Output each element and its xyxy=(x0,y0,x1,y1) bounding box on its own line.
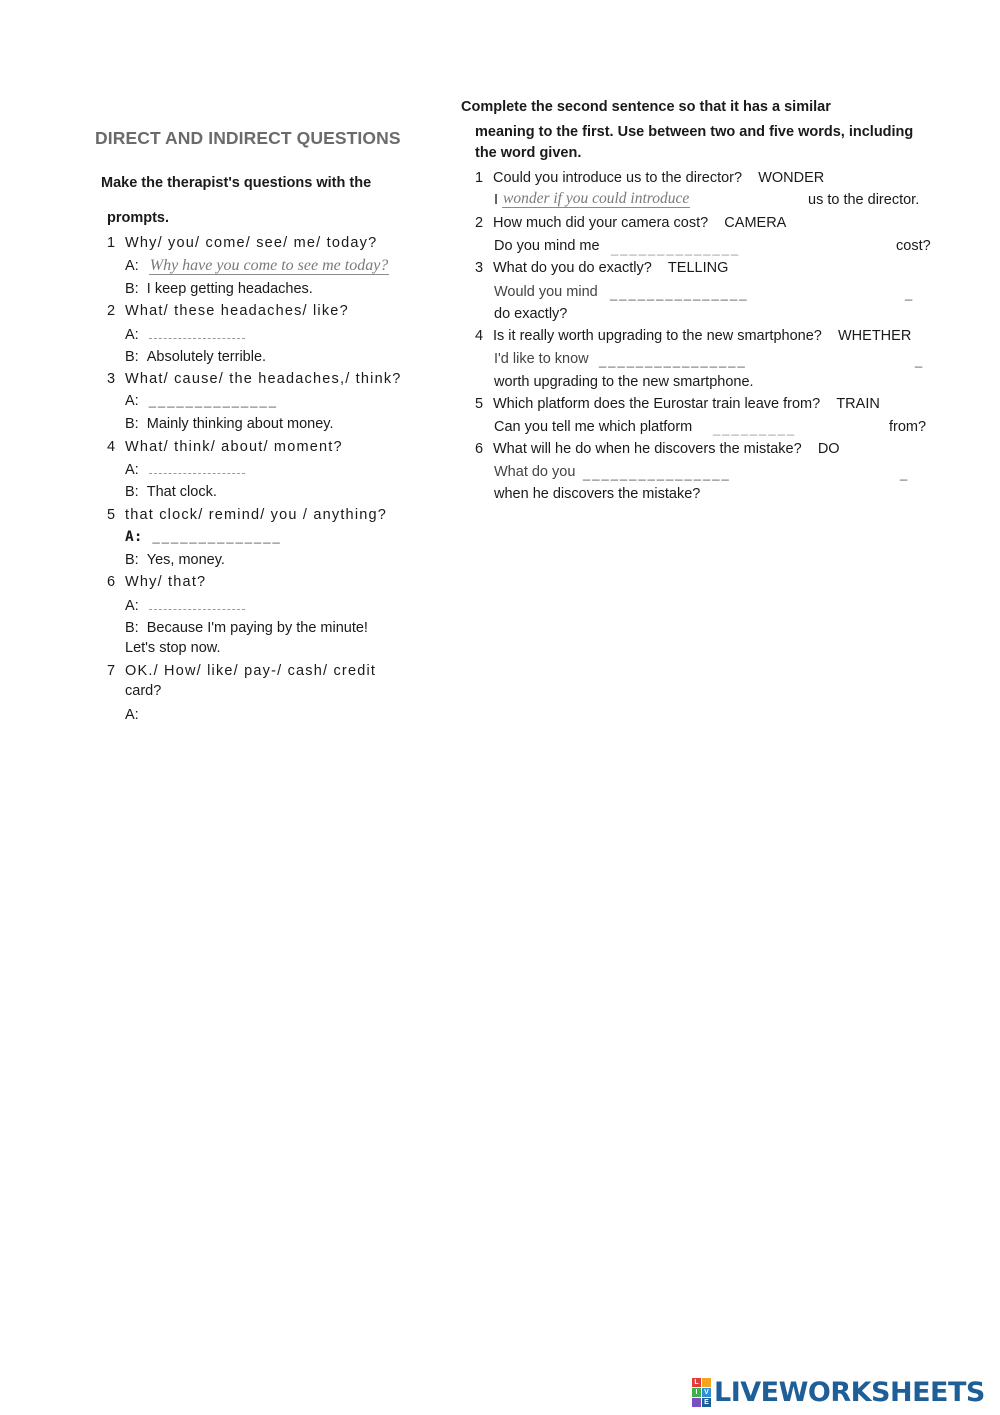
left-item-4-a: A: xyxy=(125,461,245,478)
right-item-6-cont: when he discovers the mistake? xyxy=(494,486,701,502)
right-item-5-sentence: 5 Which platform does the Eurostar train leave from? TRAIN xyxy=(475,396,880,412)
left-item-3-answer-field[interactable]: ______________ xyxy=(148,393,278,408)
liveworksheets-logo-icon xyxy=(692,1378,711,1407)
left-item-7-prompt: 7 OK./ How/ like/ pay-/ cash/ credit xyxy=(107,663,377,679)
right-item-5-answer-field[interactable]: _________ xyxy=(713,421,797,436)
logo-block-5 xyxy=(692,1398,701,1407)
right-item-5-start: Can you tell me which platform xyxy=(494,419,693,435)
left-item-5-prompt: 5 that clock/ remind/ you / anything? xyxy=(107,507,388,523)
left-item-3-a: A: ______________ xyxy=(125,393,278,409)
left-item-1-b: B: I keep getting headaches. xyxy=(125,281,313,297)
left-item-4-answer-field[interactable] xyxy=(149,461,245,474)
left-item-4-prompt: 4 What/ think/ about/ moment? xyxy=(107,439,343,455)
right-item-6-answer-field[interactable]: ________________ xyxy=(583,466,731,481)
left-item-2-b: B: Absolutely terrible. xyxy=(125,349,267,365)
left-item-6-answer-field[interactable] xyxy=(149,597,245,610)
left-item-3-prompt: 3 What/ cause/ the headaches,/ think? xyxy=(107,371,402,387)
left-item-1-prompt: 1 Why/ you/ come/ see/ me/ today? xyxy=(107,235,378,251)
left-item-7-answer-field[interactable] xyxy=(149,705,389,719)
right-item-1-keyword: WONDER xyxy=(758,170,825,186)
liveworksheets-logo xyxy=(692,1376,985,1408)
right-item-4-sentence: 4 Is it really worth upgrading to the new smartphone? WHETHER xyxy=(475,328,912,344)
right-item-1-answer-field[interactable]: wonder if you could introduce xyxy=(503,190,690,207)
right-item-2-end: cost? xyxy=(896,238,931,254)
right-item-5-keyword: TRAIN xyxy=(836,396,880,412)
right-item-1-start: I xyxy=(494,192,499,208)
right-item-3-answer-field[interactable]: _______________ xyxy=(610,286,749,301)
left-item-5-a: A: ______________ xyxy=(125,529,282,545)
right-item-6-start: What do you xyxy=(494,464,576,480)
right-item-4-start: I'd like to know xyxy=(494,351,589,367)
left-item-4-b: B: That clock. xyxy=(125,484,217,500)
right-item-3-start: Would you mind xyxy=(494,284,598,300)
left-item-3-b: B: Mainly thinking about money. xyxy=(125,416,334,432)
left-item-6-a: A: xyxy=(125,597,245,614)
right-item-3-sentence: 3 What do you do exactly? TELLING xyxy=(475,260,729,276)
right-item-5-end: from? xyxy=(889,419,927,435)
left-item-7-prompt-cont: card? xyxy=(125,683,162,699)
left-item-5-b: B: Yes, money. xyxy=(125,552,225,568)
left-item-1-a: A: Why have you come to see me today? xyxy=(125,257,389,274)
right-item-4-answer-field[interactable]: ________________ xyxy=(599,353,747,368)
right-item-1-end: us to the director. xyxy=(808,192,920,208)
logo-block-2 xyxy=(702,1378,711,1387)
logo-block-4: V xyxy=(702,1388,711,1397)
left-item-1-answer-field[interactable]: Why have you come to see me today? xyxy=(149,257,389,274)
left-instruction-line1: Make the therapist's questions with the xyxy=(101,175,372,191)
left-item-6-prompt: 6 Why/ that? xyxy=(107,574,207,590)
left-item-6-b-cont: Let's stop now. xyxy=(125,640,221,656)
left-item-6-b: B: Because I'm paying by the minute! xyxy=(125,620,368,636)
left-item-7-a: A: xyxy=(125,705,389,723)
right-instruction-line3: the word given. xyxy=(475,145,582,161)
right-item-2-start: Do you mind me xyxy=(494,238,600,254)
right-item-6-sentence: 6 What will he do when he discovers the mistake? DO xyxy=(475,441,840,457)
right-item-1-sentence: 1 Could you introduce us to the director? WONDER xyxy=(475,170,825,186)
right-item-4-keyword: WHETHER xyxy=(837,328,912,344)
logo-block-1: L xyxy=(692,1378,701,1387)
left-item-5-answer-field[interactable]: ______________ xyxy=(152,529,282,544)
right-item-6-keyword: DO xyxy=(817,441,840,457)
left-item-2-answer-field[interactable] xyxy=(149,326,245,339)
left-item-2-prompt: 2 What/ these headaches/ like? xyxy=(107,303,349,319)
right-instruction-line1: Complete the second sentence so that it has a similar xyxy=(461,99,831,115)
logo-block-3: I xyxy=(692,1388,701,1397)
liveworksheets-logo-text: LIVEWORKSHEETS xyxy=(714,1376,985,1408)
right-item-3-keyword: TELLING xyxy=(667,260,729,276)
right-item-3-cont: do exactly? xyxy=(494,306,568,322)
right-item-2-keyword: CAMERA xyxy=(724,215,787,231)
left-item-2-a: A: xyxy=(125,326,245,343)
right-instruction-line2: meaning to the first. Use between two and five words, including xyxy=(475,124,914,140)
right-item-4-cont: worth upgrading to the new smartphone. xyxy=(494,374,754,390)
right-item-2-sentence: 2 How much did your camera cost? CAMERA xyxy=(475,215,787,231)
right-item-4-end: _ xyxy=(915,353,925,368)
logo-block-6: E xyxy=(702,1398,711,1407)
right-item-2-answer-field[interactable]: ______________ xyxy=(611,241,741,256)
right-item-6-end: _ xyxy=(900,466,910,481)
right-item-3-end: _ xyxy=(905,286,915,301)
worksheet-title: DIRECT AND INDIRECT QUESTIONS xyxy=(95,128,401,148)
left-instruction-line2: prompts. xyxy=(107,210,170,226)
